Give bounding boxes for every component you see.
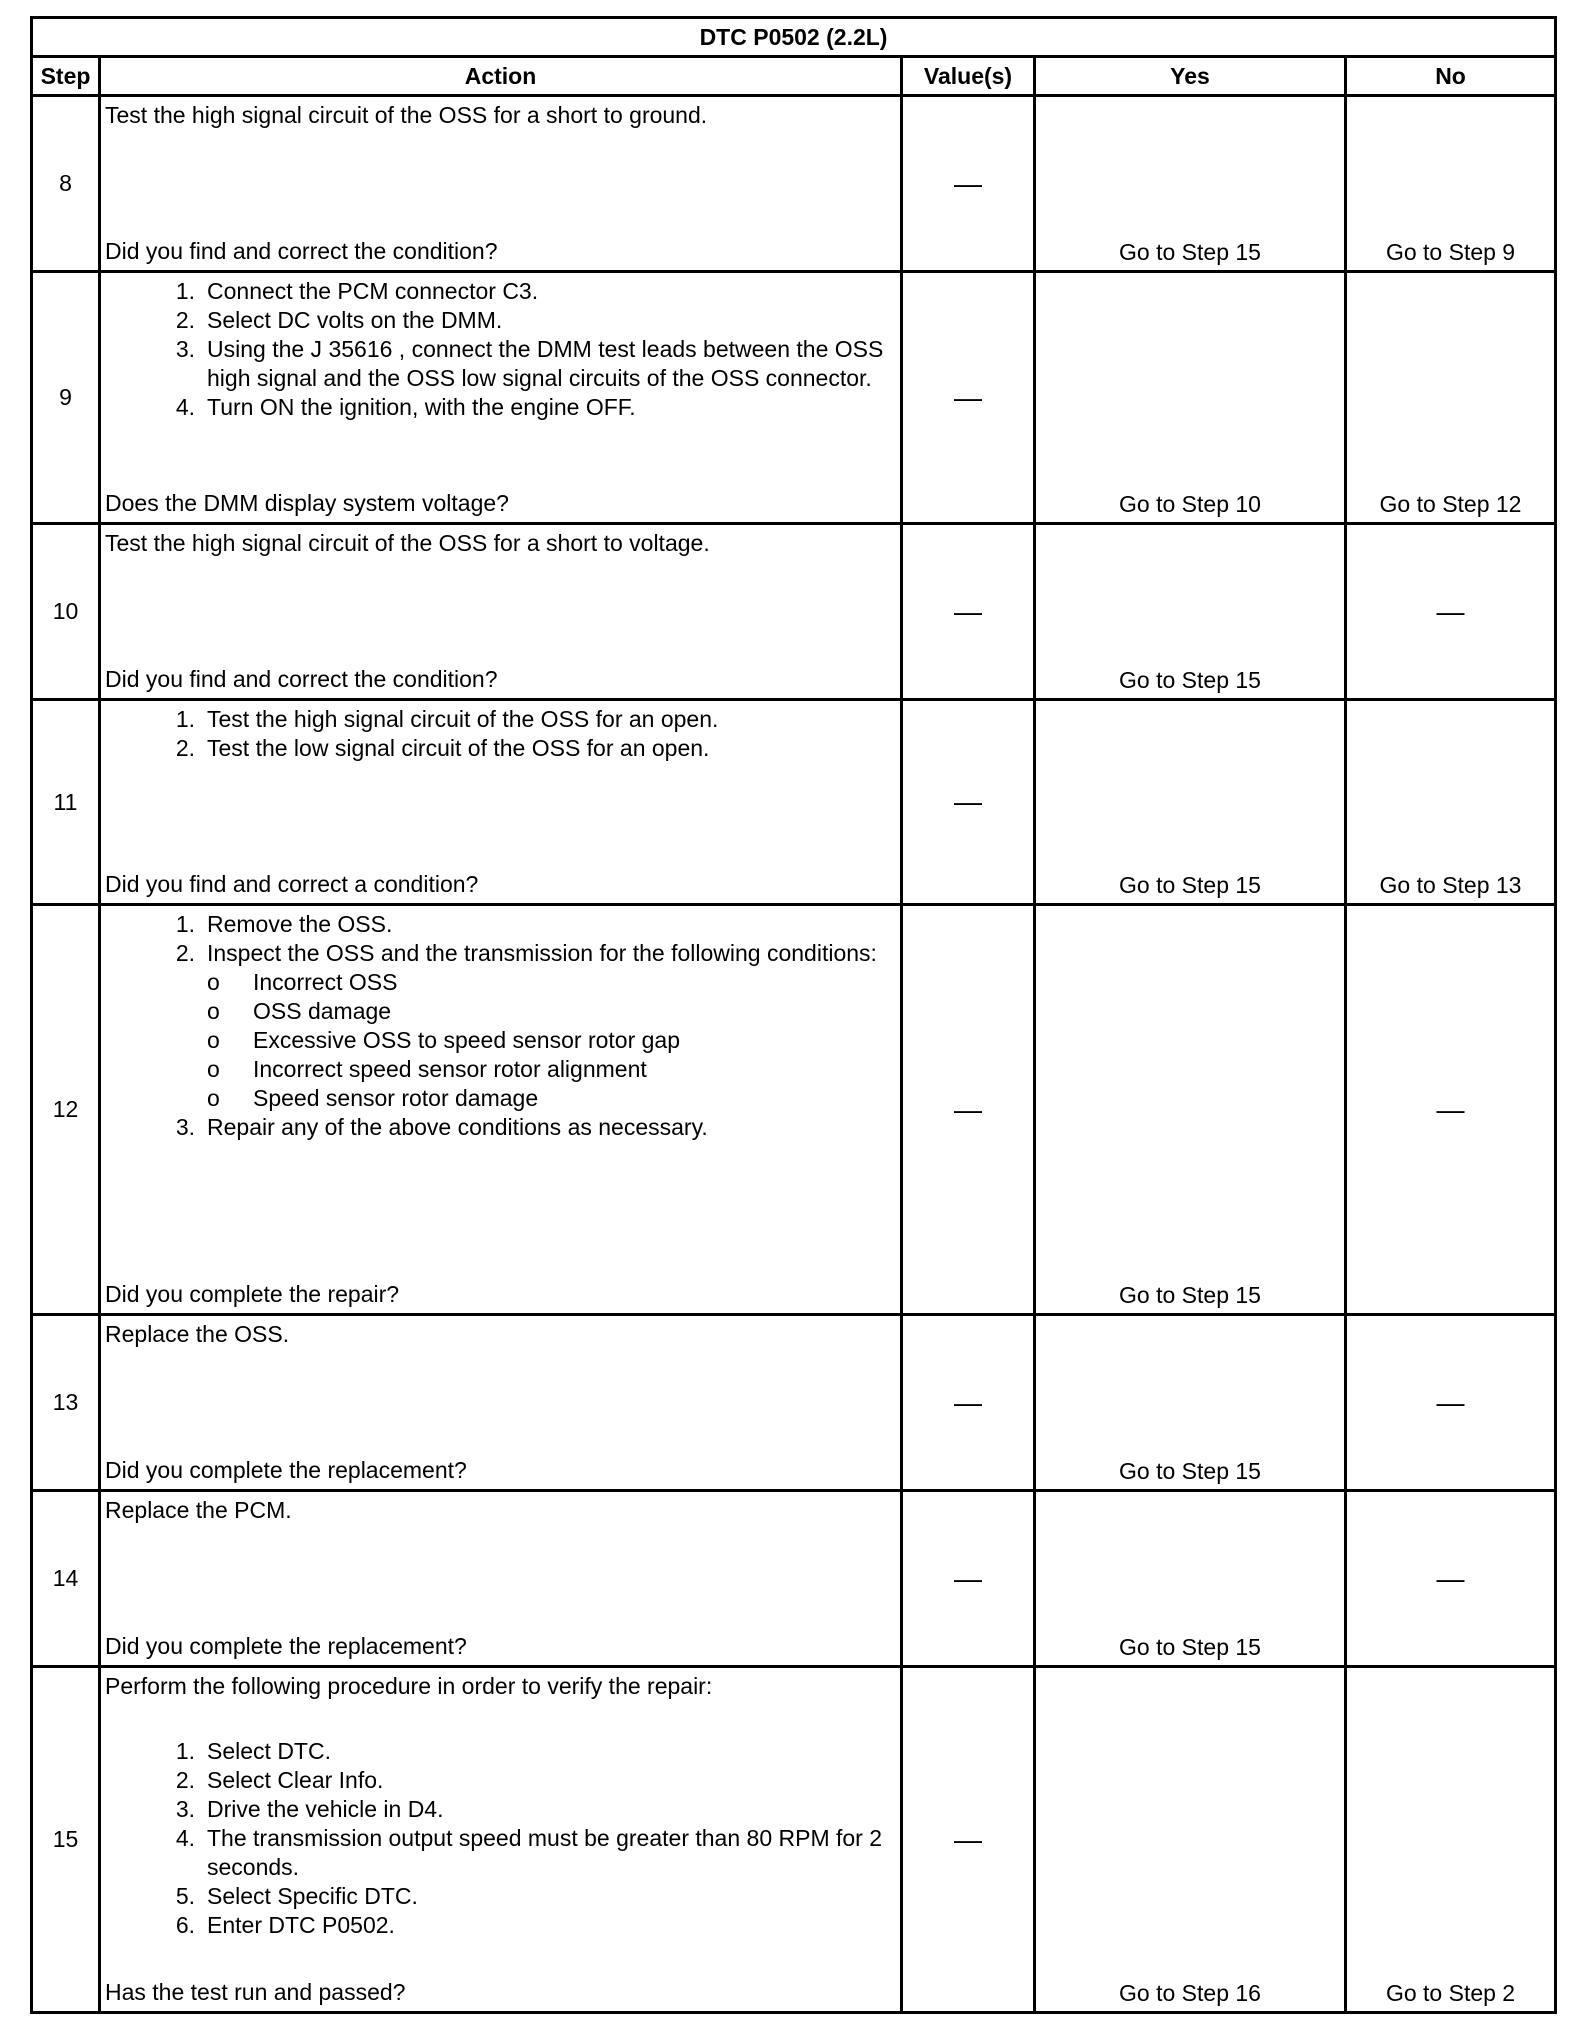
bullet: o [207,998,220,1024]
action-question: Did you complete the replacement? [105,1457,467,1483]
action-question: Did you find and correct the condition? [105,666,498,692]
table-title: DTC P0502 (2.2L) [32,18,1556,57]
header-no: No [1346,57,1556,96]
list-item [159,1766,894,1795]
table-row [32,1667,1556,2013]
action-intro: Test the high signal circuit of the OSS for a short to ground. [105,102,708,128]
action-cell [100,1667,902,2013]
item-number: 1. [175,911,195,937]
yes-cell: Go to Step 15 [1035,700,1346,905]
list-item [159,1882,894,1911]
step-number: 15 [32,1667,100,2013]
no-cell: — [1346,524,1556,700]
table-row [32,700,1556,905]
item-text: Connect the PCM connector C3. [207,278,539,304]
item-number: 4. [175,1825,195,1851]
action-cell [100,700,902,905]
item-number: 6. [175,1912,195,1938]
action-question: Did you find and correct a condition? [105,871,479,897]
list-item [159,705,894,734]
list-item [159,1795,894,1824]
item-number: 2. [175,1767,195,1793]
item-number: 4. [175,394,195,420]
value-cell: — [902,524,1035,700]
header-action: Action [100,57,902,96]
step-number: 9 [32,272,100,524]
action-cell [100,272,902,524]
list-item [159,393,894,422]
no-cell: Go to Step 13 [1346,700,1556,905]
item-number: 2. [175,307,195,333]
item-number: 3. [175,336,195,362]
list-item [159,277,894,306]
sub-item-text: Excessive OSS to speed sensor rotor gap [253,1027,680,1053]
item-text: Repair any of the above conditions as necessary. [207,1114,708,1140]
value-cell: — [902,1667,1035,2013]
value-cell: — [902,96,1035,272]
action-question: Did you find and correct the condition? [105,238,498,264]
value-cell: — [902,1491,1035,1667]
item-number: 3. [175,1114,195,1140]
action-question: Has the test run and passed? [105,1979,406,2005]
header-yes: Yes [1035,57,1346,96]
yes-cell: Go to Step 15 [1035,96,1346,272]
item-text: Test the low signal circuit of the OSS for an open. [207,735,710,761]
no-cell: — [1346,905,1556,1315]
action-question: Did you complete the repair? [105,1281,400,1307]
no-cell: Go to Step 12 [1346,272,1556,524]
table-row [32,272,1556,524]
item-number: 1. [175,1738,195,1764]
step-number: 10 [32,524,100,700]
item-text: Select Clear Info. [207,1767,384,1793]
item-text: Test the high signal circuit of the OSS for an open. [207,706,719,732]
sub-item-text: OSS damage [253,998,392,1024]
sub-item [207,1084,894,1113]
list-item [159,1911,894,1940]
header-values: Value(s) [902,57,1035,96]
bullet: o [207,1085,220,1111]
list-item [159,734,894,763]
sub-item [207,968,894,997]
bullet: o [207,969,220,995]
action-intro: Perform the following procedure in order to verify the repair: [105,1673,713,1699]
sub-item [207,997,894,1026]
table-row [32,1315,1556,1491]
value-cell: — [902,272,1035,524]
item-number: 2. [175,940,195,966]
item-text: Inspect the OSS and the transmission for the following conditions: [207,940,877,966]
step-number: 12 [32,905,100,1315]
item-text: Turn ON the ignition, with the engine OFF. [207,394,636,420]
item-text: Using the J 35616 , connect the DMM test leads between the OSS high signal and the OSS low signal circuits of the OSS connector. [207,336,884,391]
list-item [159,1737,894,1766]
step-number: 8 [32,96,100,272]
action-list [105,910,894,1142]
action-list [105,277,894,422]
sub-item-text: Speed sensor rotor damage [253,1085,539,1111]
yes-cell: Go to Step 15 [1035,524,1346,700]
yes-cell: Go to Step 15 [1035,905,1346,1315]
list-item [159,1113,894,1142]
value-cell: — [902,700,1035,905]
bullet: o [207,1027,220,1053]
action-list [105,1737,894,1940]
step-number: 11 [32,700,100,905]
sub-item [207,1026,894,1055]
no-cell: Go to Step 9 [1346,96,1556,272]
item-text: Select DTC. [207,1738,331,1764]
yes-cell: Go to Step 10 [1035,272,1346,524]
action-question: Did you complete the replacement? [105,1633,467,1659]
yes-cell: Go to Step 16 [1035,1667,1346,2013]
action-intro: Replace the OSS. [105,1321,290,1347]
item-text: Remove the OSS. [207,911,393,937]
sub-item-text: Incorrect speed sensor rotor alignment [253,1056,647,1082]
item-text: The transmission output speed must be greater than 80 RPM for 2 seconds. [207,1825,883,1880]
item-number: 1. [175,278,195,304]
list-item [159,1824,894,1882]
item-number: 3. [175,1796,195,1822]
value-cell: — [902,905,1035,1315]
list-item [159,335,894,393]
no-cell: — [1346,1315,1556,1491]
action-intro: Replace the PCM. [105,1497,292,1523]
action-intro: Test the high signal circuit of the OSS for a short to voltage. [105,530,710,556]
no-cell: Go to Step 2 [1346,1667,1556,2013]
item-text: Select DC volts on the DMM. [207,307,503,333]
step-number: 14 [32,1491,100,1667]
item-number: 2. [175,735,195,761]
header-step: Step [32,57,100,96]
action-cell [100,96,902,272]
table-row [32,905,1556,1315]
item-text: Enter DTC P0502. [207,1912,395,1938]
list-item [159,939,894,1113]
step-number: 13 [32,1315,100,1491]
list-item [159,910,894,939]
value-cell: — [902,1315,1035,1491]
item-number: 1. [175,706,195,732]
action-list [105,705,894,763]
item-text: Drive the vehicle in D4. [207,1796,444,1822]
sub-list [153,968,894,1113]
bullet: o [207,1056,220,1082]
action-cell [100,1491,902,1667]
action-cell [100,524,902,700]
table-row [32,524,1556,700]
table-row [32,1491,1556,1667]
table-row [32,96,1556,272]
yes-cell: Go to Step 15 [1035,1491,1346,1667]
sub-item-text: Incorrect OSS [253,969,398,995]
action-question: Does the DMM display system voltage? [105,490,509,516]
action-cell [100,1315,902,1491]
yes-cell: Go to Step 15 [1035,1315,1346,1491]
no-cell: — [1346,1491,1556,1667]
dtc-table [30,16,1557,2014]
sub-item [207,1055,894,1084]
item-text: Select Specific DTC. [207,1883,418,1909]
list-item [159,306,894,335]
action-cell [100,905,902,1315]
item-number: 5. [175,1883,195,1909]
